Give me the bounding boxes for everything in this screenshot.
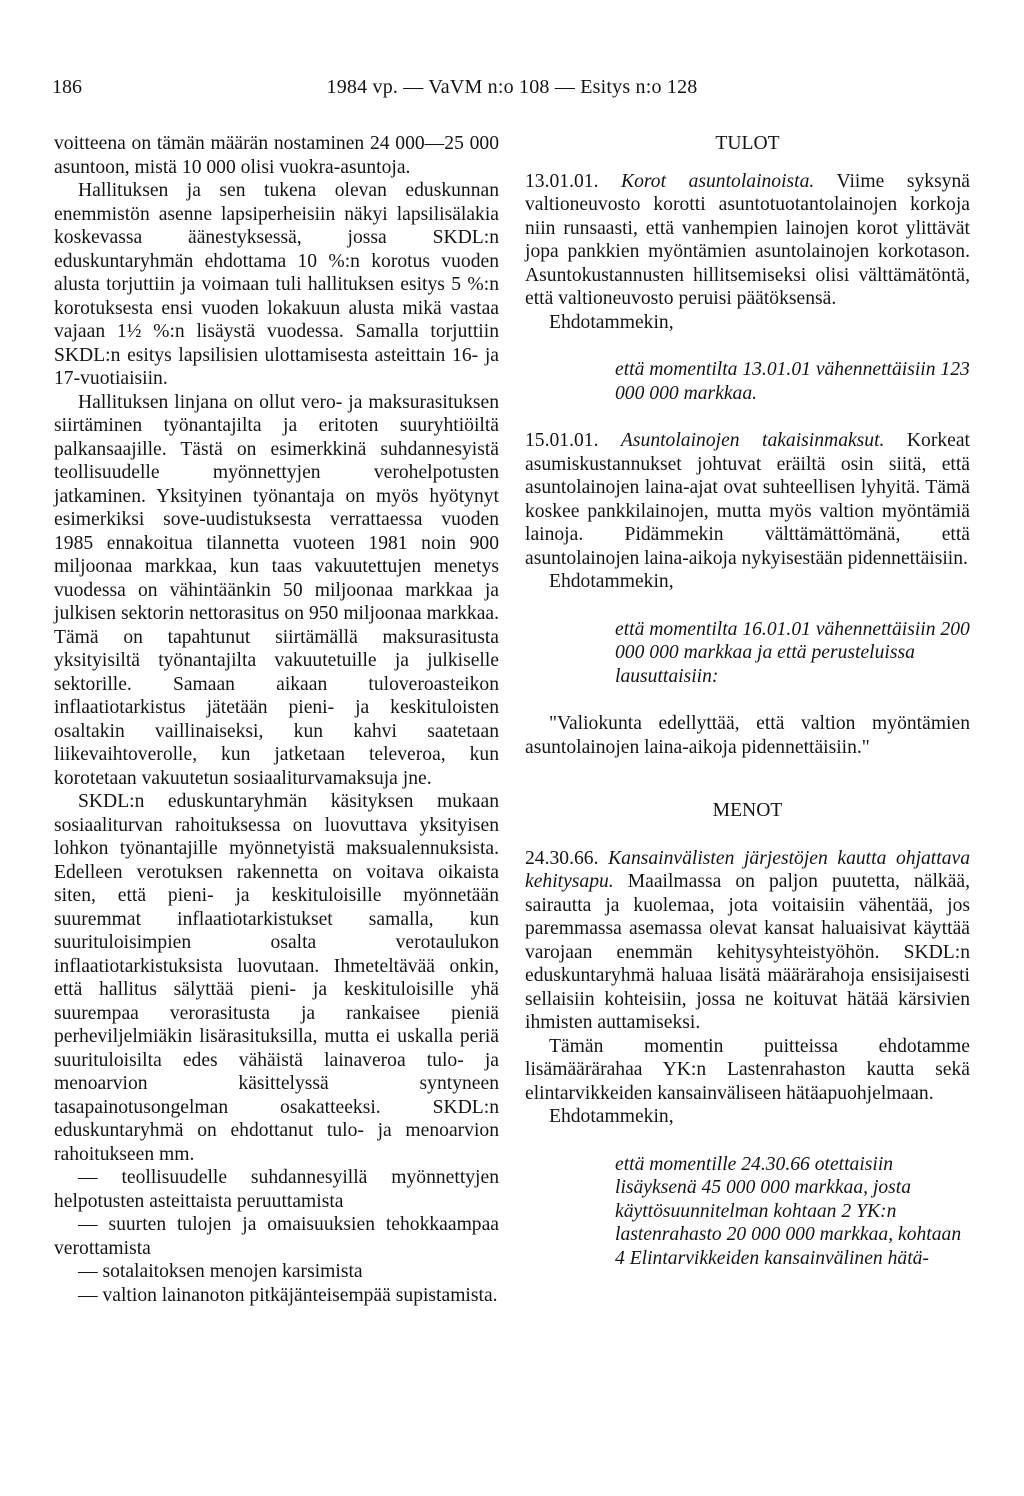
item-title: Korot asuntolainoista. <box>621 170 815 192</box>
paragraph: Hallituksen linjana on ollut vero- ja maksurasituksen siirtäminen työnantajilta ja eritoten suuryhtiöiltä palkansaajille. Tästä on esimerkkinä suhdannesyistä teollisuudelle myönnettyjen verohelpotusten jatkaminen. Yksityinen työnantaja on myös hyötynyt esimerkiksi sove-uudistuksesta verrattaessa vuoden 1985 ennakoitua tilannetta vuoteen 1981 noin 900 miljoonaa markkaa, kun taas vakuutettujen menetys vuodessa on vähintäänkin 50 miljoonaa markkaa ja julkisen sektorin nettorasitus on 950 miljoonaa markkaa. Tämä on tapahtunut siirtämällä maksurasitusta yksityisiltä työnantajilta vakuutetuille ja julkiselle sektorille. Samaan aikaan tuloveroasteikon inflaatiotarkistus jätetään pieni- ja keskituloisten osaltakin vaillinaiseksi, kun kahvi saatetaan liikevaihtoverolle, kun jatketaan televeroa, kun korotetaan vakuutetun sosiaaliturvamaksuja jne. <box>54 391 499 789</box>
proposal-intro: Ehdotammekin, <box>549 1106 674 1127</box>
item-text: Viime syksynä valtioneuvosto korotti asuntotuotantolainojen korkoja niin runsaasti, että vanhempien lainojen korot ylittävät jopa pankkien myöntämien asuntolainojen korkotason. Asuntokustannusten hillitsemiseksi olisi välttämätöntä, että valtioneuvosto peruisi päätöksensä. <box>525 170 970 309</box>
item-code: 24.30.66. <box>525 847 599 869</box>
paragraph: SKDL:n eduskuntaryhmän käsityksen mukaan sosiaaliturvan rahoituksessa on luovuttava yksityisen lohkon työnantajille myönnetyistä maksualennuksista. Edelleen verotuksen rakennetta on voitava oikaista siten, että pieni- ja keskituloisille myönnetään suuremmat inflaatiotarkistukset samalla, kun suurituloisimpien osalta verotaulukon inflaatiotarkistuksista luovutaan. Ihmeteltävää onkin, että hallitus sälyttää pieni- ja keskituloisille yhä suurempaa verorasitusta ja rankaisee pieniä perheviljelmiäkin lisärasituksilla, mutta ei uskalla periä suurituloisilta edes vähäistä lainaveroa tulo- ja menoarvion käsittelyssä syntyneen tasapainotusongelman osakatteeksi. SKDL:n eduskuntaryhmä on ehdottanut tulo- ja menoarvion rahoitukseen mm. <box>54 791 499 1165</box>
budget-item <box>525 429 970 570</box>
list-item: — suurten tulojen ja omaisuuksien tehokkaampaa verottamista <box>54 1214 499 1259</box>
list-item: — valtion lainanoton pitkäjänteisempää supistamista. <box>78 1284 498 1306</box>
item-text: Korkeat asumiskustannukset johtuvat eräiltä osin siitä, että asuntolainojen laina-ajat ovat suhteellisen lyhyitä. Tämä koskee pankkilainojen, mutta myös valtion myöntämiä lainoja. Pidämmekin välttämättömänä, että asuntolainojen laina-aikoja nykyisestään pidennettäisiin. <box>525 430 970 569</box>
item-text: Maailmassa on paljon puutetta, nälkää, sairautta ja kuolemaa, jota voitaisiin vähentää, jos paremmassa asemassa olevat kansat haluaisivat käyttää varojaan enemmän kehitysyhteistyöhön. SKDL:n eduskuntaryhmä haluaa lisätä määrärahoja ensisijaisesti sellaisiin kohteisiin, jossa ne koituvat hätää kärsivien ihmisten auttamiseksi. <box>525 871 970 1033</box>
paragraph: Tämän momentin puitteissa ehdotamme lisämäärärahaa YK:n Lastenrahaston kautta sekä elintarvikkeiden kansainväliseen hätäapuohjelmaan. <box>525 1035 970 1104</box>
section-heading-tulot: TULOT <box>715 133 780 154</box>
list-item: — teollisuudelle suhdannesyillä myönnettyjen helpotusten asteittaista peruuttamista <box>54 1167 499 1212</box>
motion-text: että momentilta 13.01.01 vähennettäisiin 123 000 000 markkaa. <box>615 359 970 404</box>
proposal-list <box>54 1166 499 1307</box>
right-column <box>525 132 970 1270</box>
list-item: — sotalaitoksen menojen karsimista <box>78 1261 363 1282</box>
running-header: 1984 vp. — VaVM n:o 108 — Esitys n:o 128 <box>326 76 698 98</box>
item-title: Asuntolainojen takaisinmaksut. <box>620 430 885 451</box>
budget-item <box>525 847 970 1035</box>
budget-item <box>525 170 970 311</box>
paragraph: Hallituksen ja sen tukena olevan eduskunnan enemmistön asenne lapsiperheisiin näkyi lapsilisälakia koskevassa äänestyksessä, jossa SKDL:n eduskuntaryhmän ehdottama 10 %:n korotus vuoden alusta torjuttiin ja voimaan tuli hallituksen esitys 5 %:n korotuksesta ensi vuoden lokakuun alusta mikä vastaa vajaan 1½ %:n lisäystä vuodessa. Samalla torjuttiin SKDL:n esitys lapsilisien ulottamisesta asteittain 16- ja 17-vuotiaisiin. <box>54 180 499 389</box>
left-column <box>54 132 499 1307</box>
motion-text: että momentille 24.30.66 otettaisiin lisäyksenä 45 000 000 markkaa, josta käyttösuunnitelman kohtaan 2 YK:n lastenrahasto 20 000 000 markkaa, kohtaan 4 Elintarvikkeiden kansainvälinen hätä- <box>615 1153 962 1269</box>
paragraph: voitteena on tämän määrän nostaminen 24 000—25 000 asuntoon, mistä 10 000 olisi vuokra-asuntoja. <box>54 133 499 178</box>
proposal-intro: Ehdotammekin, <box>549 311 674 333</box>
proposal-intro: Ehdotammekin, <box>549 571 674 592</box>
section-heading-menot: MENOT <box>712 800 783 821</box>
quoted-statement: "Valiokunta edellyttää, että valtion myöntämien asuntolainojen laina-aikoja pidennettäisiin." <box>525 713 970 758</box>
item-code: 15.01.01. <box>525 430 599 451</box>
page-number: 186 <box>52 76 82 98</box>
item-code: 13.01.01. <box>525 170 599 192</box>
motion-text: että momentilta 16.01.01 vähennettäisiin 200 000 000 markkaa ja että perusteluissa lausuttaisiin: <box>615 618 970 687</box>
item-title: Kansainvälisten järjestöjen kautta ohjattava kehitysapu. <box>525 847 970 892</box>
